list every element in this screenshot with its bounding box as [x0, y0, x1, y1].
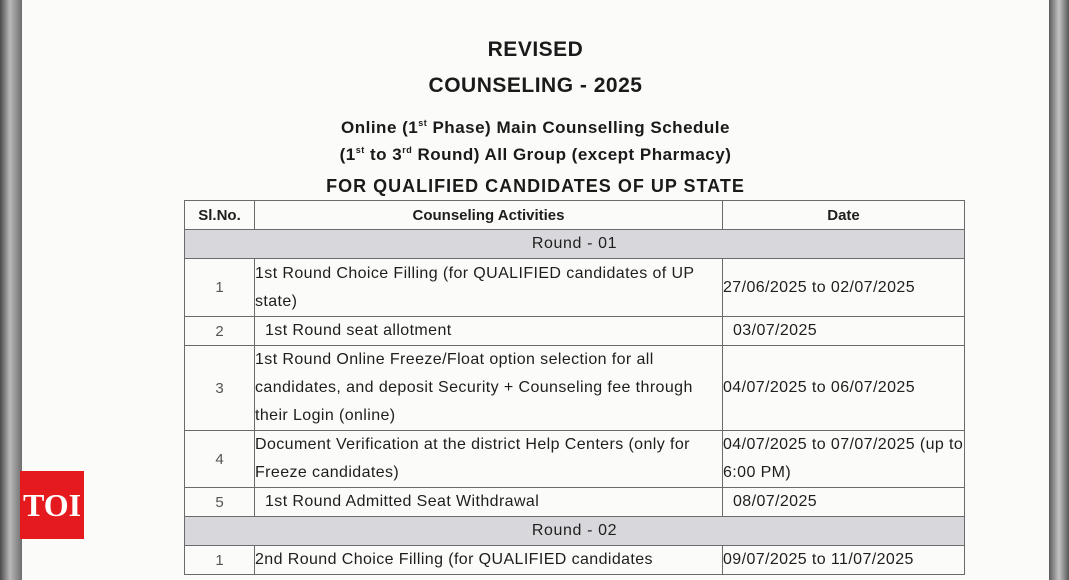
table-row: [185, 546, 965, 575]
schedule-table: [184, 200, 965, 575]
table-row: [185, 317, 965, 346]
left-frame-edge: [0, 0, 22, 580]
row-activity: 2nd Round Choice Filling (for QUALIFIED candidates: [255, 546, 723, 575]
subtitle-rounds-sup2: rd: [402, 145, 413, 155]
row-date: 27/06/2025 to 02/07/2025: [723, 259, 965, 317]
round-row: [185, 230, 965, 259]
subtitle-rounds-text-a: (1: [339, 145, 356, 164]
document-page: [22, 0, 1049, 580]
row-date: 08/07/2025: [723, 488, 965, 517]
doc-subtitle-phase: [22, 118, 1049, 138]
row-activity: 1st Round seat allotment: [255, 317, 723, 346]
table-row: [185, 259, 965, 317]
subtitle-rounds-text-b: to 3: [364, 145, 403, 164]
table-row: [185, 346, 965, 431]
table-row: [185, 488, 965, 517]
row-activity: 1st Round Online Freeze/Float option selection for all candidates, and deposit Security + Counseling fee through their Login (online): [255, 346, 723, 431]
header-activities: Counseling Activities: [255, 201, 723, 230]
row-sl: 4: [185, 431, 255, 488]
row-date: 04/07/2025 to 07/07/2025 (up to 6:00 PM): [723, 431, 965, 488]
table-header-row: [185, 201, 965, 230]
header-sl-no: Sl.No.: [185, 201, 255, 230]
row-sl: 2: [185, 317, 255, 346]
subtitle-phase-text-a: Online (1: [341, 118, 419, 137]
toi-logo-badge: TOI: [20, 471, 84, 539]
row-sl: 3: [185, 346, 255, 431]
row-date: 03/07/2025: [723, 317, 965, 346]
round-label: Round - 01: [185, 230, 965, 259]
row-sl: 1: [185, 259, 255, 317]
row-activity: Document Verification at the district Help Centers (only for Freeze candidates): [255, 431, 723, 488]
header-date: Date: [723, 201, 965, 230]
row-sl: 1: [185, 546, 255, 575]
doc-title-revised: REVISED: [487, 38, 584, 61]
doc-subtitle-qualified: FOR QUALIFIED CANDIDATES OF UP STATE: [326, 176, 745, 196]
row-sl: 5: [185, 488, 255, 517]
row-date: 09/07/2025 to 11/07/2025: [723, 546, 965, 575]
subtitle-phase-sup: st: [418, 118, 428, 128]
right-frame-edge: [1049, 0, 1069, 580]
doc-subtitle-rounds: [22, 145, 1049, 165]
round-label: Round - 02: [185, 517, 965, 546]
subtitle-rounds-text-c: Round) All Group (except Pharmacy): [412, 145, 732, 164]
row-date: 04/07/2025 to 06/07/2025: [723, 346, 965, 431]
round-row: [185, 517, 965, 546]
row-activity: 1st Round Admitted Seat Withdrawal: [255, 488, 723, 517]
table-row: [185, 431, 965, 488]
subtitle-rounds-sup1: st: [355, 145, 365, 155]
subtitle-phase-text-b: Phase) Main Counselling Schedule: [427, 118, 730, 137]
doc-title-counseling: COUNSELING - 2025: [428, 74, 643, 97]
row-activity: 1st Round Choice Filling (for QUALIFIED candidates of UP state): [255, 259, 723, 317]
